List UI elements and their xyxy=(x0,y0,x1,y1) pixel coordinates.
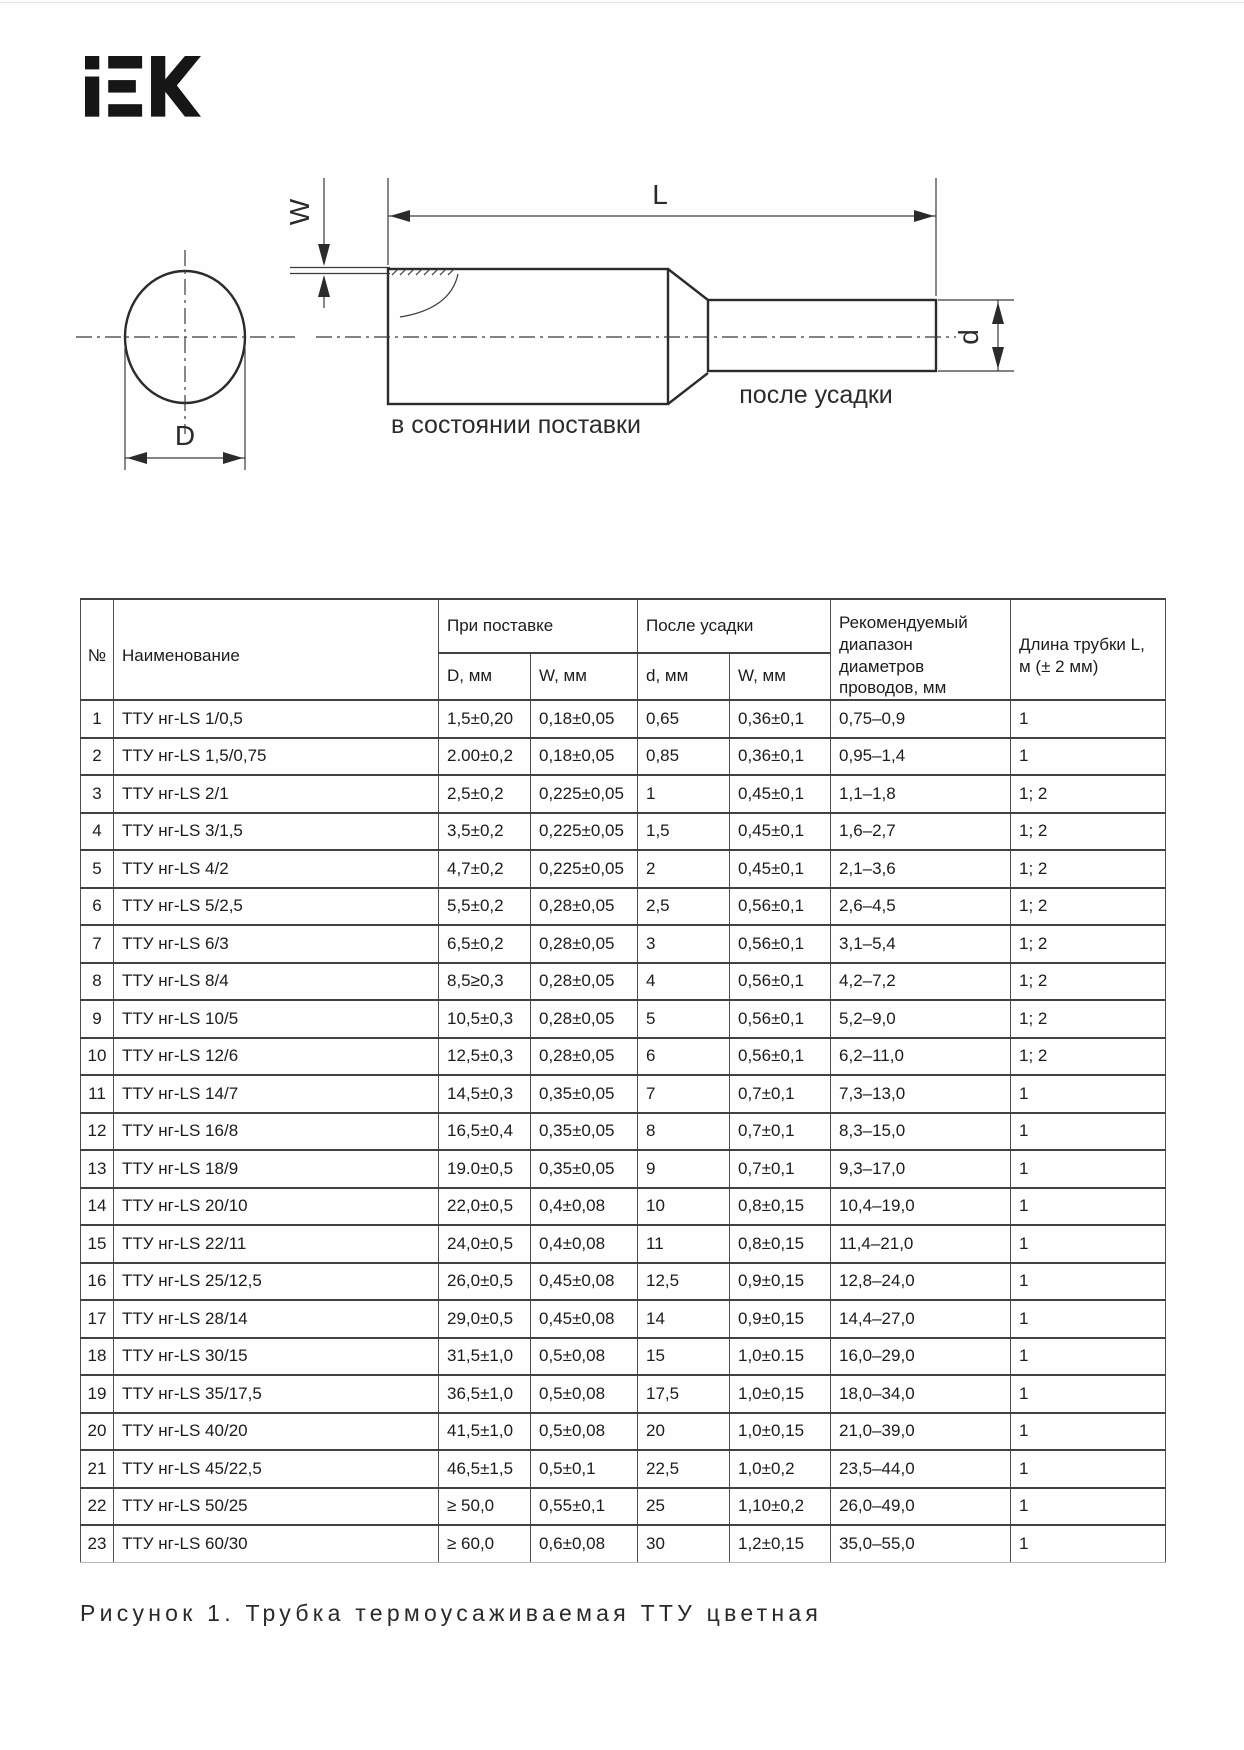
table-cell: 1 xyxy=(1011,1450,1166,1488)
table-cell: 1,6–2,7 xyxy=(831,813,1011,851)
table-cell: 7 xyxy=(638,1075,730,1113)
table-cell: ≥ 60,0 xyxy=(439,1525,531,1562)
table-row xyxy=(81,963,1166,1001)
table-cell: 0,45±0,1 xyxy=(730,850,831,888)
table-cell: 1; 2 xyxy=(1011,1000,1166,1038)
table-cell: ТТУ нг-LS 28/14 xyxy=(114,1300,439,1338)
col-header-D: D, мм xyxy=(439,653,531,700)
table-cell: 12,8–24,0 xyxy=(831,1263,1011,1301)
table-cell: 22,0±0,5 xyxy=(439,1188,531,1226)
table-cell: 16,0–29,0 xyxy=(831,1338,1011,1376)
table-cell: 1; 2 xyxy=(1011,850,1166,888)
table-cell: 4,2–7,2 xyxy=(831,963,1011,1001)
table-cell: 1 xyxy=(1011,1338,1166,1376)
table-cell: 15 xyxy=(638,1338,730,1376)
table-cell: 8 xyxy=(638,1113,730,1151)
table-cell: ТТУ нг-LS 25/12,5 xyxy=(114,1263,439,1301)
table-row xyxy=(81,1038,1166,1076)
table-cell: 36,5±1,0 xyxy=(439,1375,531,1413)
table-cell: 1,0±0.15 xyxy=(730,1338,831,1376)
table-cell: ТТУ нг-LS 45/22,5 xyxy=(114,1450,439,1488)
col-header-W-delivery: W, мм xyxy=(531,653,638,700)
dim-d-arrow-top xyxy=(992,302,1004,324)
table-cell: ТТУ нг-LS 1/0,5 xyxy=(114,700,439,738)
table-cell: 0,8±0,15 xyxy=(730,1188,831,1226)
table-cell: 1 xyxy=(1011,738,1166,776)
table-cell: 0,95–1,4 xyxy=(831,738,1011,776)
col-header-tube-length: Длина трубки L, м (± 2 мм) xyxy=(1011,599,1166,700)
table-cell: 0,7±0,1 xyxy=(730,1113,831,1151)
row-number-cell: 5 xyxy=(81,850,114,888)
row-number-cell: 13 xyxy=(81,1150,114,1188)
row-number-cell: 6 xyxy=(81,888,114,926)
row-number-cell: 2 xyxy=(81,738,114,776)
table-cell: 1 xyxy=(1011,700,1166,738)
table-cell: ТТУ нг-LS 35/17,5 xyxy=(114,1375,439,1413)
table-cell: 1 xyxy=(1011,1113,1166,1151)
table-cell: 8,5≥0,3 xyxy=(439,963,531,1001)
table-cell: 0,5±0,08 xyxy=(531,1413,638,1451)
table-cell: 0,45±0,08 xyxy=(531,1263,638,1301)
table-cell: 12,5 xyxy=(638,1263,730,1301)
table-cell: 0,4±0,08 xyxy=(531,1225,638,1263)
table-cell: 16,5±0,4 xyxy=(439,1113,531,1151)
row-number-cell: 17 xyxy=(81,1300,114,1338)
row-number-cell: 15 xyxy=(81,1225,114,1263)
table-cell: ТТУ нг-LS 10/5 xyxy=(114,1000,439,1038)
table-row xyxy=(81,738,1166,776)
table-cell: 0,56±0,1 xyxy=(730,925,831,963)
col-header-num: № xyxy=(81,599,114,700)
table-cell: 1 xyxy=(1011,1488,1166,1526)
table-cell: ТТУ нг-LS 2/1 xyxy=(114,775,439,813)
table-row xyxy=(81,1000,1166,1038)
table-cell: 1; 2 xyxy=(1011,925,1166,963)
table-cell: 0,9±0,15 xyxy=(730,1263,831,1301)
dim-D-arrow-right xyxy=(223,452,243,464)
technical-drawing xyxy=(60,140,1040,475)
table-cell: 0,28±0,05 xyxy=(531,888,638,926)
table-cell: 0,35±0,05 xyxy=(531,1113,638,1151)
dim-W-arrow-up xyxy=(318,275,330,297)
table-cell: 1 xyxy=(1011,1263,1166,1301)
tube-after-shrink-body xyxy=(708,300,936,371)
table-cell: 0,28±0,05 xyxy=(531,1038,638,1076)
dim-D-arrow-left xyxy=(127,452,147,464)
table-cell: 0,5±0,08 xyxy=(531,1338,638,1376)
table-cell: 4,7±0,2 xyxy=(439,850,531,888)
table-row xyxy=(81,1075,1166,1113)
table-cell: ТТУ нг-LS 40/20 xyxy=(114,1413,439,1451)
table-cell: 5,2–9,0 xyxy=(831,1000,1011,1038)
table-cell: ≥ 50,0 xyxy=(439,1488,531,1526)
table-cell: 21,0–39,0 xyxy=(831,1413,1011,1451)
row-number-cell: 21 xyxy=(81,1450,114,1488)
table-row xyxy=(81,1113,1166,1151)
table-cell: 0,36±0,1 xyxy=(730,700,831,738)
table-cell: 11 xyxy=(638,1225,730,1263)
table-cell: ТТУ нг-LS 20/10 xyxy=(114,1188,439,1226)
table-cell: 0,225±0,05 xyxy=(531,850,638,888)
table-cell: 6,2–11,0 xyxy=(831,1038,1011,1076)
table-cell: 0,56±0,1 xyxy=(730,1038,831,1076)
table-cell: ТТУ нг-LS 60/30 xyxy=(114,1525,439,1562)
table-body xyxy=(81,700,1166,1562)
table-cell: 1,0±0,15 xyxy=(730,1413,831,1451)
col-header-W-shrink: W, мм xyxy=(730,653,831,700)
table-cell: 0,5±0,08 xyxy=(531,1375,638,1413)
table-cell: 46,5±1,5 xyxy=(439,1450,531,1488)
table-cell: ТТУ нг-LS 30/15 xyxy=(114,1338,439,1376)
table-cell: 2,5 xyxy=(638,888,730,926)
table-cell: 41,5±1,0 xyxy=(439,1413,531,1451)
table-cell: 0,28±0,05 xyxy=(531,925,638,963)
table-cell: 0,8±0,15 xyxy=(730,1225,831,1263)
table-cell: 18,0–34,0 xyxy=(831,1375,1011,1413)
caption-delivery-state: в состоянии поставки xyxy=(391,411,641,439)
table-cell: 0,35±0,05 xyxy=(531,1075,638,1113)
row-number-cell: 3 xyxy=(81,775,114,813)
table-cell: ТТУ нг-LS 5/2,5 xyxy=(114,888,439,926)
row-number-cell: 12 xyxy=(81,1113,114,1151)
table-cell: 1 xyxy=(1011,1188,1166,1226)
table-cell: 1; 2 xyxy=(1011,1038,1166,1076)
table-cell: 0,9±0,15 xyxy=(730,1300,831,1338)
table-cell: 0,4±0,08 xyxy=(531,1188,638,1226)
table-cell: 0,45±0,1 xyxy=(730,813,831,851)
table-cell: ТТУ нг-LS 4/2 xyxy=(114,850,439,888)
table-cell: ТТУ нг-LS 14/7 xyxy=(114,1075,439,1113)
table-cell: 2,5±0,2 xyxy=(439,775,531,813)
row-number-cell: 11 xyxy=(81,1075,114,1113)
table-cell: ТТУ нг-LS 18/9 xyxy=(114,1150,439,1188)
table-cell: 12,5±0,3 xyxy=(439,1038,531,1076)
dim-label-W: W xyxy=(284,198,315,226)
table-cell: 17,5 xyxy=(638,1375,730,1413)
table-cell: 20 xyxy=(638,1413,730,1451)
table-cell: 0,7±0,1 xyxy=(730,1075,831,1113)
table-cell: 30 xyxy=(638,1525,730,1562)
dim-label-D: D xyxy=(174,420,196,451)
table-row xyxy=(81,1375,1166,1413)
table-cell: 1 xyxy=(1011,1525,1166,1562)
dim-L-arrow-left xyxy=(390,210,410,222)
row-number-cell: 10 xyxy=(81,1038,114,1076)
table-cell: 0,7±0,1 xyxy=(730,1150,831,1188)
table-cell: 1 xyxy=(1011,1375,1166,1413)
row-number-cell: 19 xyxy=(81,1375,114,1413)
table-cell: 1,0±0,2 xyxy=(730,1450,831,1488)
row-number-cell: 14 xyxy=(81,1188,114,1226)
figure-caption: Рисунок 1. Трубка термоусаживаемая ТТУ цветная xyxy=(80,1600,823,1626)
table-row xyxy=(81,1150,1166,1188)
table-row xyxy=(81,1525,1166,1562)
table-cell: ТТУ нг-LS 16/8 xyxy=(114,1113,439,1151)
table-cell: 0,28±0,05 xyxy=(531,963,638,1001)
table-cell: 8,3–15,0 xyxy=(831,1113,1011,1151)
dim-L-arrow-right xyxy=(914,210,934,222)
table-cell: 1; 2 xyxy=(1011,813,1166,851)
table-cell: 6 xyxy=(638,1038,730,1076)
dim-d-arrow-bottom xyxy=(992,347,1004,369)
row-number-cell: 23 xyxy=(81,1525,114,1562)
table-cell: 2,1–3,6 xyxy=(831,850,1011,888)
row-number-cell: 22 xyxy=(81,1488,114,1526)
table-cell: 3,5±0,2 xyxy=(439,813,531,851)
table-cell: 4 xyxy=(638,963,730,1001)
table-cell: 0,225±0,05 xyxy=(531,813,638,851)
dim-label-L: L xyxy=(652,179,668,210)
tube-cone-top xyxy=(668,269,708,300)
table-cell: 9 xyxy=(638,1150,730,1188)
table-cell: 1,5±0,20 xyxy=(439,700,531,738)
table-row xyxy=(81,850,1166,888)
dim-label-d: d xyxy=(953,329,984,345)
table-cell: 0,35±0,05 xyxy=(531,1150,638,1188)
table-row xyxy=(81,1450,1166,1488)
table-cell: 0,56±0,1 xyxy=(730,1000,831,1038)
table-cell: ТТУ нг-LS 8/4 xyxy=(114,963,439,1001)
table-cell: 2 xyxy=(638,850,730,888)
table-cell: 5,5±0,2 xyxy=(439,888,531,926)
table-row xyxy=(81,813,1166,851)
table-cell: 0,45±0,1 xyxy=(730,775,831,813)
table-cell: 0,55±0,1 xyxy=(531,1488,638,1526)
col-header-wire-range: Рекомендуемый диапазон диаметров проводов, мм xyxy=(831,599,1011,700)
table-cell: 1,2±0,15 xyxy=(730,1525,831,1562)
table-cell: 26,0±0,5 xyxy=(439,1263,531,1301)
table-cell: 22,5 xyxy=(638,1450,730,1488)
wall-section-curve xyxy=(400,274,458,317)
table-cell: 24,0±0,5 xyxy=(439,1225,531,1263)
table-cell: ТТУ нг-LS 50/25 xyxy=(114,1488,439,1526)
table-cell: 0,45±0,08 xyxy=(531,1300,638,1338)
row-number-cell: 18 xyxy=(81,1338,114,1376)
tube-cone-bottom xyxy=(668,373,708,404)
spec-table-header xyxy=(81,599,1166,700)
row-number-cell: 7 xyxy=(81,925,114,963)
col-header-name: Наименование xyxy=(114,599,439,700)
table-cell: 1 xyxy=(1011,1225,1166,1263)
table-cell: 1,0±0,15 xyxy=(730,1375,831,1413)
table-cell: 6,5±0,2 xyxy=(439,925,531,963)
table-cell: 0,56±0,1 xyxy=(730,888,831,926)
table-cell: 1; 2 xyxy=(1011,963,1166,1001)
row-number-cell: 8 xyxy=(81,963,114,1001)
table-cell: 0,5±0,1 xyxy=(531,1450,638,1488)
table-cell: ТТУ нг-LS 6/3 xyxy=(114,925,439,963)
table-row xyxy=(81,925,1166,963)
table-row xyxy=(81,1413,1166,1451)
table-cell: 10 xyxy=(638,1188,730,1226)
row-number-cell: 16 xyxy=(81,1263,114,1301)
table-cell: 1,5 xyxy=(638,813,730,851)
table-cell: 35,0–55,0 xyxy=(831,1525,1011,1562)
caption-after-shrink: после усадки xyxy=(739,381,893,409)
table-cell: 1 xyxy=(638,775,730,813)
table-cell: 1 xyxy=(1011,1413,1166,1451)
table-cell: 0,65 xyxy=(638,700,730,738)
col-group-after-shrink: После усадки xyxy=(638,599,831,653)
table-cell: 0,56±0,1 xyxy=(730,963,831,1001)
table-cell: 3,1–5,4 xyxy=(831,925,1011,963)
dim-W-arrow-down xyxy=(318,244,330,266)
table-cell: 0,28±0,05 xyxy=(531,1000,638,1038)
table-cell: 25 xyxy=(638,1488,730,1526)
table-cell: 2,6–4,5 xyxy=(831,888,1011,926)
row-number-cell: 20 xyxy=(81,1413,114,1451)
table-cell: 31,5±1,0 xyxy=(439,1338,531,1376)
table-cell: 1,1–1,8 xyxy=(831,775,1011,813)
table-cell: 1 xyxy=(1011,1150,1166,1188)
table-cell: ТТУ нг-LS 22/11 xyxy=(114,1225,439,1263)
col-header-d: d, мм xyxy=(638,653,730,700)
spec-table xyxy=(80,598,1166,1563)
table-cell: 10,4–19,0 xyxy=(831,1188,1011,1226)
table-cell: 14 xyxy=(638,1300,730,1338)
table-cell: 11,4–21,0 xyxy=(831,1225,1011,1263)
iek-logo xyxy=(85,56,201,120)
table-cell: 7,3–13,0 xyxy=(831,1075,1011,1113)
row-number-cell: 4 xyxy=(81,813,114,851)
table-cell: 14,5±0,3 xyxy=(439,1075,531,1113)
table-cell: ТТУ нг-LS 1,5/0,75 xyxy=(114,738,439,776)
table-row xyxy=(81,1225,1166,1263)
table-cell: 1; 2 xyxy=(1011,775,1166,813)
table-cell: 0,18±0,05 xyxy=(531,738,638,776)
table-cell: ТТУ нг-LS 3/1,5 xyxy=(114,813,439,851)
table-cell: ТТУ нг-LS 12/6 xyxy=(114,1038,439,1076)
table-cell: 3 xyxy=(638,925,730,963)
table-cell: 14,4–27,0 xyxy=(831,1300,1011,1338)
table-cell: 5 xyxy=(638,1000,730,1038)
table-cell: 0,85 xyxy=(638,738,730,776)
table-cell: 0,225±0,05 xyxy=(531,775,638,813)
table-cell: 19.0±0,5 xyxy=(439,1150,531,1188)
table-row xyxy=(81,1263,1166,1301)
row-number-cell: 9 xyxy=(81,1000,114,1038)
row-number-cell: 1 xyxy=(81,700,114,738)
table-cell: 29,0±0,5 xyxy=(439,1300,531,1338)
table-row xyxy=(81,700,1166,738)
table-cell: 10,5±0,3 xyxy=(439,1000,531,1038)
table-cell: 26,0–49,0 xyxy=(831,1488,1011,1526)
table-row xyxy=(81,1300,1166,1338)
table-cell: 0,6±0,08 xyxy=(531,1525,638,1562)
table-cell: 23,5–44,0 xyxy=(831,1450,1011,1488)
table-cell: 2.00±0,2 xyxy=(439,738,531,776)
table-row xyxy=(81,1188,1166,1226)
table-row xyxy=(81,1338,1166,1376)
table-row xyxy=(81,888,1166,926)
table-cell: 0,18±0,05 xyxy=(531,700,638,738)
table-cell: 0,36±0,1 xyxy=(730,738,831,776)
table-cell: 1,10±0,2 xyxy=(730,1488,831,1526)
table-row xyxy=(81,1488,1166,1526)
table-cell: 1; 2 xyxy=(1011,888,1166,926)
scan-edge-line xyxy=(0,2,1244,3)
table-row xyxy=(81,775,1166,813)
table-cell: 1 xyxy=(1011,1075,1166,1113)
table-cell: 9,3–17,0 xyxy=(831,1150,1011,1188)
table-cell: 1 xyxy=(1011,1300,1166,1338)
iek-logo-icon xyxy=(85,56,201,117)
col-group-at-delivery: При поставке xyxy=(439,599,638,653)
table-cell: 0,75–0,9 xyxy=(831,700,1011,738)
